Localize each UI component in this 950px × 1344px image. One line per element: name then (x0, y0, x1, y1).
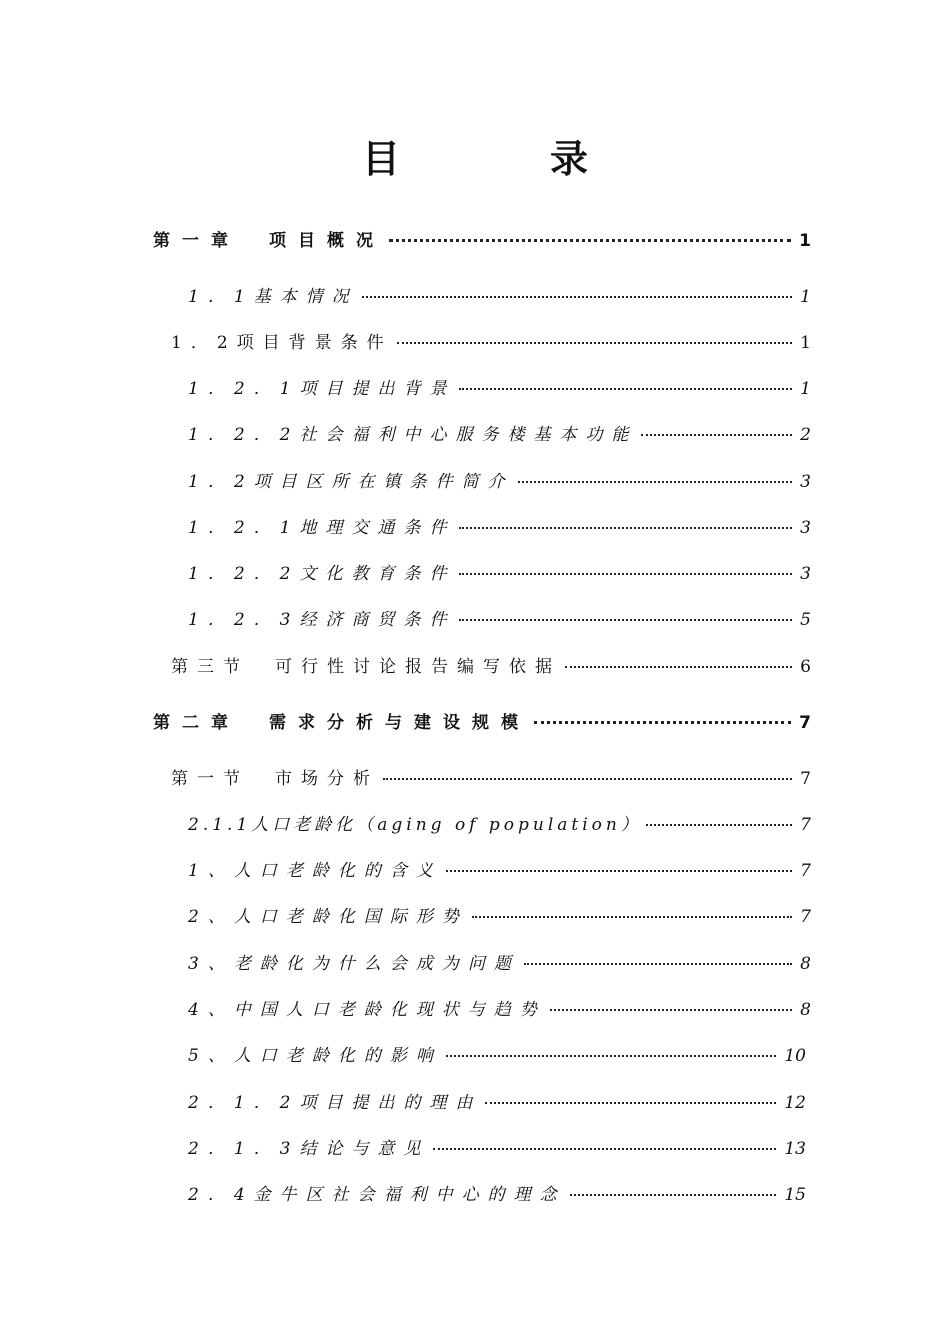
toc-entry-label: 2．4金牛区社会福利中心的理念 (188, 1185, 566, 1205)
toc-title-right: 录 (550, 136, 589, 181)
toc-entry-page: 13 (784, 1139, 806, 1159)
toc-entry-label: 1．2．2社会福利中心服务楼基本功能 (188, 425, 638, 445)
toc-entry[interactable] (188, 1180, 806, 1206)
leader-dots (459, 573, 792, 575)
toc-entry-page: 12 (784, 1093, 806, 1113)
toc-entry-page: 3 (800, 472, 811, 492)
leader-dots (534, 721, 791, 724)
toc-entry[interactable] (188, 1088, 806, 1114)
leader-dots (459, 388, 792, 390)
toc-entry-page: 7 (799, 713, 811, 733)
leader-dots (472, 916, 792, 918)
toc-entry-page: 15 (784, 1185, 806, 1205)
toc-entry-page: 1 (799, 231, 811, 251)
toc-title-left: 目 (361, 136, 400, 181)
toc-entry-label: 4、中国人口老龄化现状与趋势 (188, 1000, 546, 1020)
leader-dots (565, 666, 792, 668)
toc-entry[interactable] (188, 949, 811, 975)
leader-dots (570, 1194, 777, 1196)
toc-entry[interactable] (171, 652, 811, 678)
toc-entry-page: 7 (800, 815, 811, 835)
toc-entry-label: 1．1基本情况 (188, 287, 358, 307)
toc-entry-page: 3 (800, 564, 811, 584)
toc-entry[interactable] (188, 605, 811, 631)
toc-entry[interactable] (188, 420, 811, 446)
toc-entry-chapter[interactable] (153, 708, 811, 734)
leader-dots (518, 481, 793, 483)
toc-entry-label: 第二章 需求分析与建设规模 (153, 713, 530, 733)
toc-entry[interactable] (188, 559, 811, 585)
leader-dots (389, 239, 791, 242)
leader-dots (383, 778, 792, 780)
toc-entry-label: 1．2．1项目提出背景 (188, 379, 456, 399)
toc-entry[interactable] (171, 328, 811, 354)
toc-entry-page: 7 (800, 769, 811, 789)
toc-entry-label: 2.1.1人口老龄化（aging of population） (188, 815, 642, 835)
toc-entry[interactable] (188, 995, 811, 1021)
toc-entry-label: 1．2项目背景条件 (171, 333, 393, 353)
toc-entry-page: 1 (800, 333, 811, 353)
toc-entry-page: 8 (800, 954, 811, 974)
toc-entry-page: 10 (784, 1046, 806, 1066)
leader-dots (550, 1009, 792, 1011)
toc-entry[interactable] (188, 1134, 806, 1160)
leader-dots (446, 1055, 777, 1057)
toc-entry-label: 第一章 项目概况 (153, 231, 385, 251)
leader-dots (646, 824, 792, 826)
leader-dots (459, 527, 792, 529)
toc-entry-chapter[interactable] (153, 226, 811, 252)
toc-entry-label: 2．1．3结论与意见 (188, 1139, 430, 1159)
toc-entry-label: 1．2．1地理交通条件 (188, 518, 456, 538)
toc-entry-label: 3、老龄化为什么会成为问题 (188, 954, 520, 974)
toc-entry[interactable] (188, 902, 811, 928)
toc-entry-label: 1．2．2文化教育条件 (188, 564, 456, 584)
toc-entry-label: 第一节 市场分析 (171, 769, 379, 789)
toc-entry-page: 5 (800, 610, 811, 630)
toc-entry[interactable] (188, 513, 811, 539)
toc-entry-label: 2．1．2项目提出的理由 (188, 1093, 482, 1113)
toc-entry[interactable] (188, 467, 811, 493)
toc-entry-label: 1．2项目区所在镇条件简介 (188, 472, 514, 492)
toc-entry-page: 2 (800, 425, 811, 445)
leader-dots (524, 963, 792, 965)
toc-title (0, 128, 950, 183)
leader-dots (433, 1148, 776, 1150)
leader-dots (362, 296, 793, 298)
leader-dots (459, 619, 792, 621)
toc-entry-page: 1 (800, 379, 811, 399)
toc-entry-label: 1．2．3经济商贸条件 (188, 610, 456, 630)
toc-entry-page: 6 (800, 657, 811, 677)
toc-entry[interactable] (188, 282, 811, 308)
toc-entry-page: 7 (800, 907, 811, 927)
toc-entry-label: 1、人口老龄化的含义 (188, 861, 442, 881)
toc-entry[interactable] (171, 764, 811, 790)
toc-entry-page: 3 (800, 518, 811, 538)
toc-entry-page: 1 (800, 287, 811, 307)
leader-dots (485, 1102, 776, 1104)
toc-entry[interactable] (188, 810, 811, 836)
toc-entry-page: 8 (800, 1000, 811, 1020)
toc-entry[interactable] (188, 374, 811, 400)
toc-entry-page: 7 (800, 861, 811, 881)
toc-entry-label: 2、人口老龄化国际形势 (188, 907, 468, 927)
leader-dots (397, 342, 793, 344)
toc-entry[interactable] (188, 856, 811, 882)
leader-dots (446, 870, 792, 872)
leader-dots (641, 434, 792, 436)
toc-entry-label: 5、人口老龄化的影响 (188, 1046, 442, 1066)
toc-entry[interactable] (188, 1041, 806, 1067)
toc-entry-label: 第三节 可行性讨论报告编写依据 (171, 657, 561, 677)
